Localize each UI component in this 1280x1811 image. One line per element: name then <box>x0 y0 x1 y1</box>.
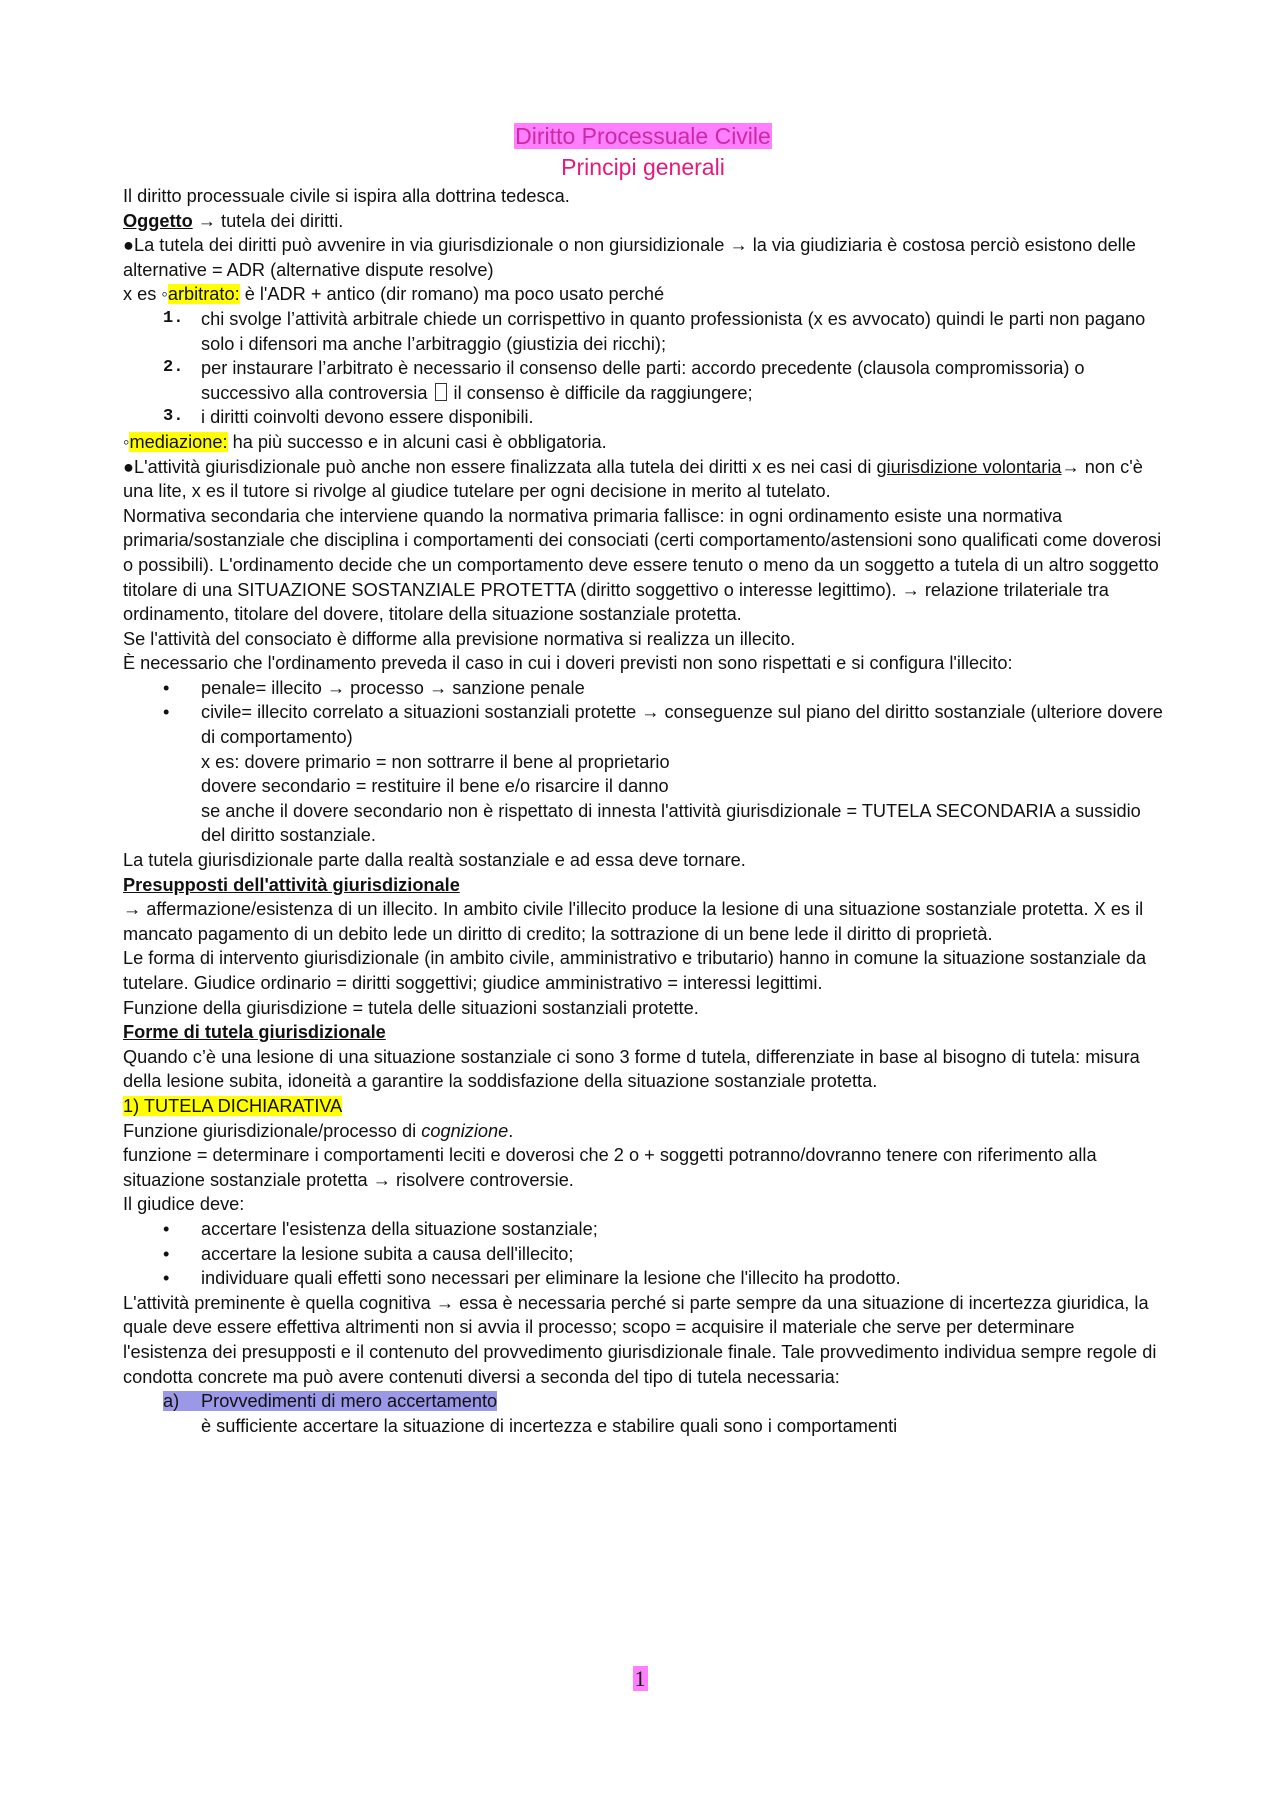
giudice-list <box>123 1217 1163 1291</box>
list-item: • penale= illecito → processo → sanzione penale <box>163 676 1163 701</box>
list-item-text: chi svolge l’attività arbitrale chiede un corrispettivo in quanto professionista (x es avvocato) quindi le parti non pagano solo i difensori ma anche l’arbitraggio (giustizia dei ricchi); <box>201 308 1146 354</box>
list-item-text: il consenso è difficile da raggiungere; <box>448 382 753 403</box>
page-number <box>0 1666 1280 1692</box>
necessario-paragraph: È necessario che l'ordinamento preveda il caso in cui i doveri previsti non sono rispettati e si configura l'illecito: <box>123 653 1013 674</box>
alpha-item-a <box>123 1389 1163 1414</box>
preminente-paragraph: L'attività preminente è quella cognitiva → essa è necessaria perché si parte sempre da una situazione di incertezza giuridica, la quale deve essere effettiva altrimenti non si avvia il processo; scopo = acquisire il materiale che serve per determinare l'esistenza dei presupposti e il contenuto del provvedimento giurisdizionale finale. Tale provvedimento individua sempre regole di condotta concrete ma può avere contenuti diversi a seconda del tipo di tutela necessaria: <box>123 1292 1157 1387</box>
alpha-label: a) <box>163 1391 180 1412</box>
arbitrato-paragraph <box>123 282 1163 307</box>
arbitrato-prefix: x es ◦ <box>123 284 168 305</box>
list-item <box>163 307 1163 356</box>
volontaria-underlined: giurisdizione volontaria <box>876 456 1062 477</box>
list-item <box>163 405 1163 430</box>
mediazione-paragraph <box>123 430 1163 455</box>
list-number: 1. <box>163 308 184 328</box>
page-number-value: 1 <box>634 1666 646 1691</box>
placeholder-glyph-icon <box>435 383 447 401</box>
tutela-paragraph: ●La tutela dei diritti può avvenire in via giurisdizionale o non giursidizionale → la via giudiziaria è costosa perciò esistono delle alternative = ADR (alternative dispute resolve) <box>123 235 1136 280</box>
affermazione-paragraph: → affermazione/esistenza di un illecito. In ambito civile l'illecito produce la lesione di una situazione sostanziale protetta. X es il mancato pagamento di un debito lede un diritto di credito; la sottrazione di un bene lede il diritto di proprietà. <box>123 899 1144 944</box>
document-page <box>123 122 1163 1438</box>
presupposti-heading: Presupposti dell'attività giurisdizionale <box>123 874 460 895</box>
forme-heading: Forme di tutela giurisdizionale <box>123 1022 386 1043</box>
list-number: 3. <box>163 407 184 427</box>
list-item: • civile= illecito correlato a situazioni sostanziali protette → conseguenze sul piano del diritto sostanziale (ulteriore dovere di comportamento) <box>163 700 1163 749</box>
determinare-paragraph: funzione = determinare i comportamenti leciti e doverosi che 2 o + soggetti potranno/dovranno tenere con riferimento alla situazione sostanziale protetta → risolvere controversie. <box>123 1145 1097 1190</box>
quando-paragraph: Quando c’è una lesione di una situazione sostanziale ci sono 3 forme d tutela, differenziate in base al bisogno di tutela: misura della lesione subita, idoneità a garantire la soddisfazione della situazione sostanziale protetta. <box>123 1046 1140 1092</box>
oggetto-label: Oggetto <box>123 210 193 231</box>
arbitrato-list <box>123 307 1163 430</box>
oggetto-paragraph <box>123 209 1163 234</box>
mediazione-prefix: ◦ <box>123 431 130 452</box>
sufficiente-paragraph: è sufficiente accertare la situazione di incertezza e stabilire quali sono i comportamenti <box>201 1415 898 1436</box>
cognizione-period: . <box>508 1120 514 1141</box>
dichiarativa-heading: 1) TUTELA DICHIARATIVA <box>123 1095 343 1116</box>
list-item-text: i diritti coinvolti devono essere disponibili. <box>201 407 534 428</box>
title-block <box>123 122 1163 184</box>
sub-line: dovere secondario = restituire il bene e/o risarcire il danno <box>201 776 669 797</box>
volontaria-text-end: → non c'è una lite, x es il tutore si rivolge al giudice tutelare per ogni decisione in merito al tutelato. <box>123 456 1143 502</box>
intro-paragraph: Il diritto processuale civile si ispira alla dottrina tedesca. <box>123 186 570 206</box>
dichiarativa-heading-line <box>123 1094 1163 1119</box>
document-subtitle: Principi generali <box>561 154 725 180</box>
list-item: • accertare l'esistenza della situazione sostanziale; <box>163 1217 1163 1242</box>
list-item: • accertare la lesione subita a causa dell'illecito; <box>163 1242 1163 1267</box>
forma-paragraph: Le forma di intervento giurisdizionale (in ambito civile, amministrativo e tributario) hanno in comune la situazione sostanziale da tutelare. Giudice ordinario = diritti soggettivi; giudice amministrativo = interessi legittimi. <box>123 948 1147 993</box>
giudice-paragraph: Il giudice deve: <box>123 1194 245 1215</box>
cognizione-text: Funzione giurisdizionale/processo di <box>123 1120 422 1141</box>
realta-paragraph: La tutela giurisdizionale parte dalla realtà sostanziale e ad essa deve tornare. <box>123 850 746 871</box>
illecito-paragraph: Se l'attività del consociato è difforme alla previsione normativa si realizza un illecito. <box>123 628 796 649</box>
cognizione-paragraph <box>123 1119 1163 1144</box>
alpha-title: Provvedimenti di mero accertamento <box>201 1391 498 1412</box>
mediazione-label: mediazione: <box>129 431 228 452</box>
sub-line: x es: dovere primario = non sottrarre il bene al proprietario <box>201 751 670 772</box>
illecito-list <box>123 676 1163 750</box>
mediazione-text: ha più successo e in alcuni casi è obbligatoria. <box>227 431 607 452</box>
document-title: Diritto Processuale Civile <box>515 123 771 149</box>
arbitrato-text: è l'ADR + antico (dir romano) ma poco usato perché <box>239 284 665 305</box>
list-number: 2. <box>163 358 184 378</box>
sub-line: se anche il dovere secondario non è rispettato di innesta l'attività giurisdizionale = TUTELA SECONDARIA a sussidio del diritto sostanziale. <box>201 800 1141 846</box>
list-item-text: per instaurare l’arbitrato è necessario il consenso delle parti: accordo precedente (clausola compromissoria) o successivo alla controversia <box>201 358 1085 403</box>
arbitrato-label: arbitrato: <box>167 284 240 305</box>
volontaria-text: ●L'attività giurisdizionale può anche non essere finalizzata alla tutela dei diritti x es nei casi di <box>123 456 877 477</box>
civile-sublist <box>123 750 1163 848</box>
cognizione-emphasis: cognizione <box>421 1120 509 1141</box>
list-item <box>163 356 1163 405</box>
list-item: • individuare quali effetti sono necessari per eliminare la lesione che l'illecito ha prodotto. <box>163 1266 1163 1291</box>
volontaria-paragraph <box>123 455 1163 504</box>
normativa-paragraph: Normativa secondaria che interviene quando la normativa primaria fallisce: in ogni ordinamento esiste una normativa primaria/sostanziale che disciplina i comportamenti dei consociati (certi comportamento/astensioni sono qualificati come doverosi o possibili). L'ordinamento decide che un comportamento deve essere tenuto o meno da un soggetto a tutela di un altro soggetto titolare di una SITUAZIONE SOSTANZIALE PROTETTA (diritto soggettivo o interesse legittimo). → relazione trilateriale tra ordinamento, titolare del dovere, titolare della situazione sostanziale protetta. <box>123 505 1162 625</box>
oggetto-text: → tutela dei diritti. <box>192 210 344 231</box>
funzione-paragraph: Funzione della giurisdizione = tutela delle situazioni sostanziali protette. <box>123 997 699 1018</box>
